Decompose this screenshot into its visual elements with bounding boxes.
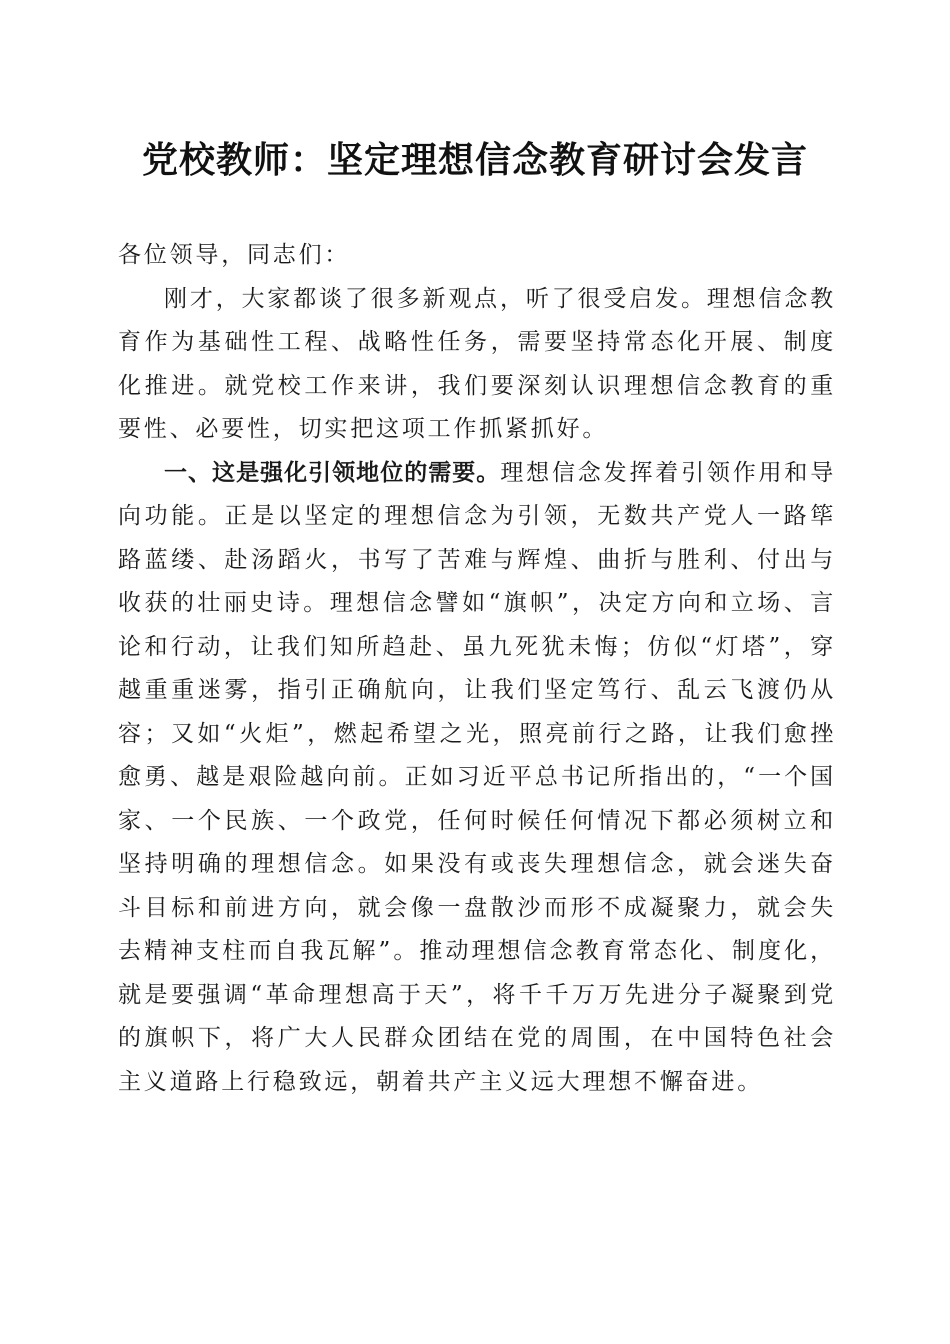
salutation: 各位领导，同志们： xyxy=(118,242,351,268)
opening-paragraph: 刚才，大家都谈了很多新观点，听了很受启发。理想信念教育作为基础性工程、战略性任务，需要坚持常态化开展、制度化推进。就党校工作来讲，我们要深刻认识理想信念教育的重要性、必要性，切实把这项工作抓紧抓好。 xyxy=(118,285,836,442)
section-1-paragraph xyxy=(118,452,836,1105)
section-1-heading: 一、这是强化引领地位的需要。 xyxy=(164,459,501,486)
document-body xyxy=(118,234,836,1104)
section-1-text: 理想信念发挥着引领作用和导向功能。正是以坚定的理想信念为引领，无数共产党人一路筚路蓝缕、赴汤蹈火，书写了苦难与辉煌、曲折与胜利、付出与收获的壮丽史诗。理想信念譬如“旗帜”，决定方向和立场、言论和行动，让我们知所趋赴、虽九死犹未悔；仿似“灯塔”，穿越重重迷雾，指引正确航向，让我们坚定笃行、乱云飞渡仍从容；又如“火炬”，燃起希望之光，照亮前行之路，让我们愈挫愈勇、越是艰险越向前。正如习近平总书记所指出的，“一个国家、一个民族、一个政党，任何时候任何情况下都必须树立和坚持明确的理想信念。如果没有或丧失理想信念，就会迷失奋斗目标和前进方向，就会像一盘散沙而形不成凝聚力，就会失去精神支柱而自我瓦解”。推动理想信念教育常态化、制度化，就是要强调“革命理想高于天”，将千千万万先进分子凝聚到党的旗帜下，将广大人民群众团结在党的周围，在中国特色社会主义道路上行稳致远，朝着共产主义远大理想不懈奋进。 xyxy=(118,459,837,1095)
document-title: 党校教师：坚定理想信念教育研讨会发言 xyxy=(141,139,808,181)
